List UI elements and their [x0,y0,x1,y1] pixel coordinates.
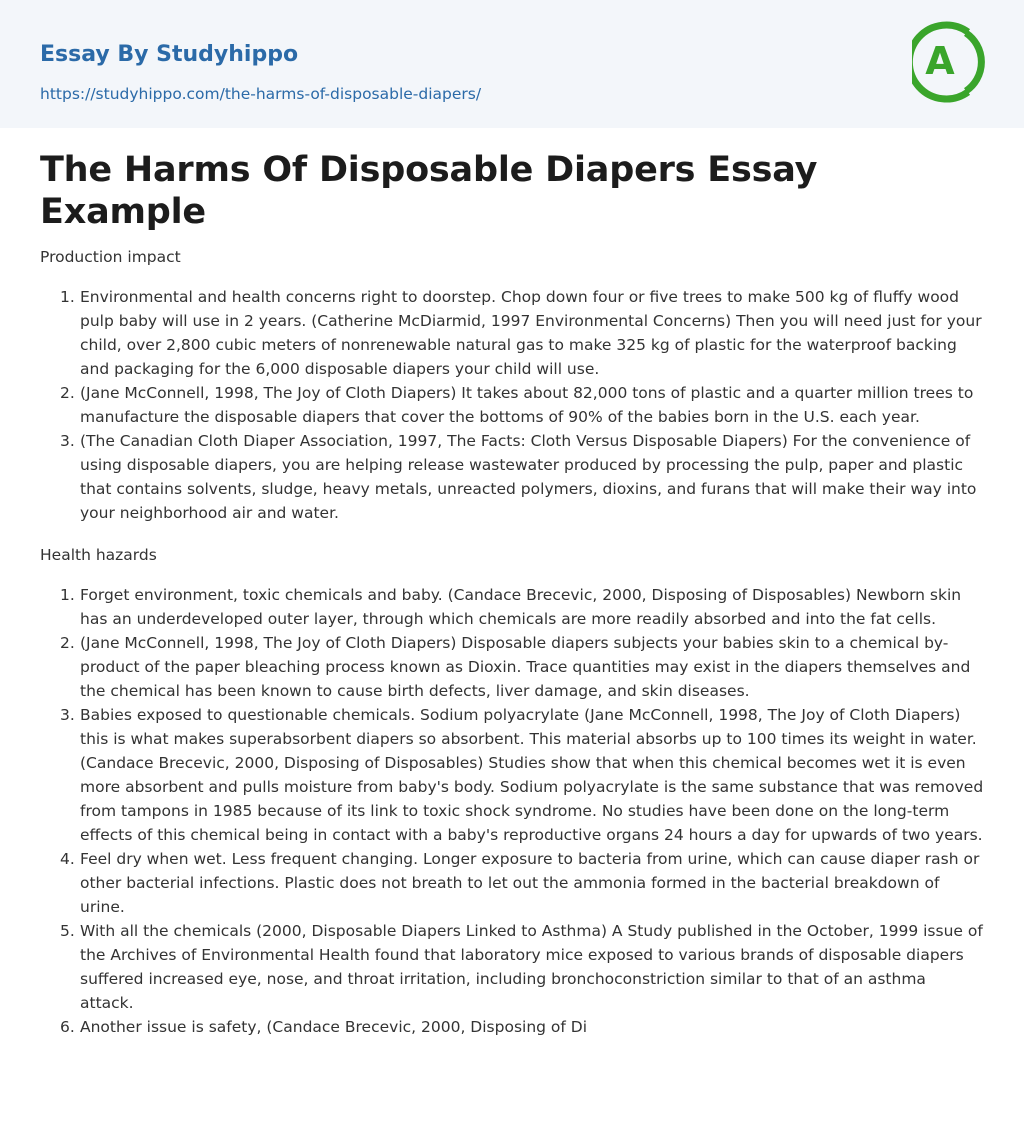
list-item: Forget environment, toxic chemicals and baby. (Candace Brecevic, 2000, Disposing of Disposables) Newborn skin has an underdeveloped outer layer, through which chemicals are more readily absorbed and into the fat cells. [80,586,962,628]
site-brand[interactable]: Essay By Studyhippo [40,42,299,67]
section-heading-production: Production impact [40,248,181,266]
production-impact-list [40,285,984,525]
list-item: With all the chemicals (2000, Disposable Diapers Linked to Asthma) A Study published in the October, 1999 issue of the Archives of Environmental Health found that laboratory mice exposed to various brands of disposable diapers suffered increased eye, nose, and throat irritation, including bronchoconstriction similar to that of an asthma attack. [80,922,983,1012]
svg-text:A: A [925,39,955,83]
section-heading-health: Health hazards [40,546,157,564]
studyhippo-logo-icon[interactable] [912,18,988,106]
list-item: (The Canadian Cloth Diaper Association, 1997, The Facts: Cloth Versus Disposable Diapers) For the convenience of using disposable diapers, you are helping release wastewater produced by processing the pulp, paper and plastic that contains solvents, sludge, heavy metals, unreacted polymers, dioxins, and furans that will make their way into your neighborhood air and water. [80,432,977,522]
list-item: Another issue is safety, (Candace Brecevic, 2000, Disposing of Di [80,1018,588,1036]
page-title: The Harms Of Disposable Diapers Essay Example [40,150,818,232]
list-item: Feel dry when wet. Less frequent changing. Longer exposure to bacteria from urine, which can cause diaper rash or other bacterial infections. Plastic does not breath to let out the ammonia formed in the bacterial breakdown of urine. [80,850,980,916]
list-item: (Jane McConnell, 1998, The Joy of Cloth Diapers) Disposable diapers subjects your babies skin to a chemical by-product of the paper bleaching process known as Dioxin. Trace quantities may exist in the diapers themselves and the chemical has been known to cause birth defects, liver damage, and skin diseases. [80,634,971,700]
list-item: Babies exposed to questionable chemicals. Sodium polyacrylate (Jane McConnell, 1998, The Joy of Cloth Diapers) this is what makes superabsorbent diapers so absorbent. This material absorbs up to 100 times its weight in water. (Candace Brecevic, 2000, Disposing of Disposables) Studies show that when this chemical becomes wet it is even more absorbent and pulls moisture from baby's body. Sodium polyacrylate is the same substance that was removed from tampons in 1985 because of its link to toxic shock syndrome. No studies have been done on the long-term effects of this chemical being in contact with a baby's reproductive organs 24 hours a day for upwards of two years. [80,706,984,844]
health-hazards-list [40,583,984,1039]
list-item: Environmental and health concerns right to doorstep. Chop down four or five trees to make 500 kg of fluffy wood pulp baby will use in 2 years. (Catherine McDiarmid, 1997 Environmental Concerns) Then you will need just for your child, over 2,800 cubic meters of nonrenewable natural gas to make 325 kg of plastic for the waterproof backing and packaging for the 6,000 disposable diapers your child will use. [80,288,982,378]
site-header [0,0,1024,128]
article-body [0,149,1024,1039]
article-url-link[interactable]: https://studyhippo.com/the-harms-of-disposable-diapers/ [40,85,482,103]
list-item: (Jane McConnell, 1998, The Joy of Cloth Diapers) It takes about 82,000 tons of plastic and a quarter million trees to manufacture the disposable diapers that cover the bottoms of 90% of the babies born in the U.S. each year. [80,384,974,426]
